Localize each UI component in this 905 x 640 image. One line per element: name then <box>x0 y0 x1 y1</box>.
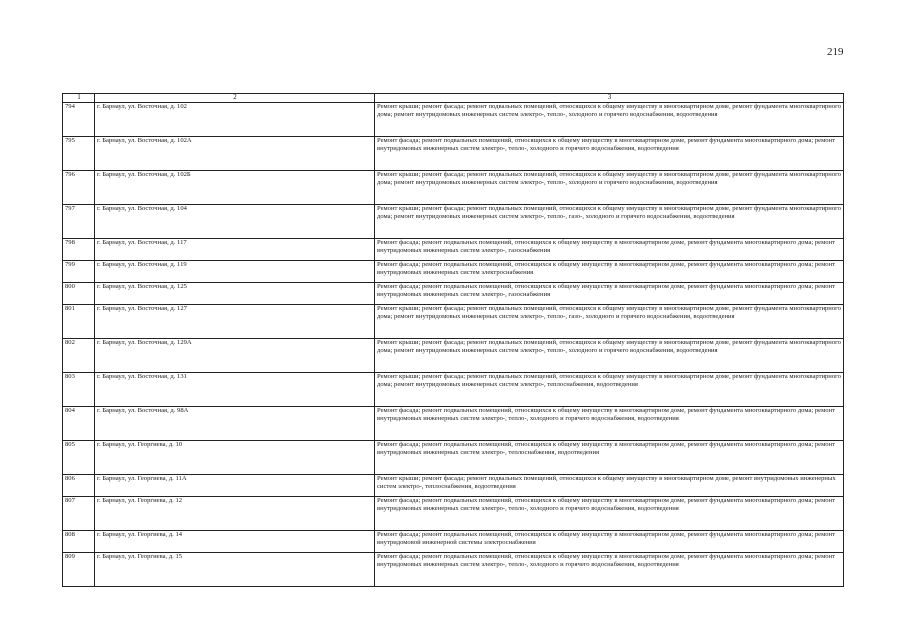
row-works: Ремонт крыши; ремонт фасада; ремонт подвальных помещений, относящихся к общему имуществу в многоквартирном доме, ремонт фундамента многоквартирного дома; ремонт внутридомовых инженерных систем электро-, тепло-, холодного и горячего водоснабжения, водоотведения <box>375 171 844 205</box>
row-works: Ремонт фасада; ремонт подвальных помещений, относящихся к общему имуществу в многоквартирном доме, ремонт фундамента многоквартирного дома; ремонт внутридомовых инженерных систем электро-, тепло-, холодного и горячего водоснабжения, водоотведения <box>375 407 844 441</box>
row-address: г. Барнаул, ул. Георгиева, д. 14 <box>95 531 375 553</box>
row-number: 802 <box>63 339 95 373</box>
table-row <box>63 373 844 407</box>
row-number: 795 <box>63 137 95 171</box>
row-address: г. Барнаул, ул. Восточная, д. 102А <box>95 137 375 171</box>
table-row <box>63 305 844 339</box>
row-address: г. Барнаул, ул. Восточная, д. 125 <box>95 283 375 305</box>
row-number: 808 <box>63 531 95 553</box>
row-number: 803 <box>63 373 95 407</box>
column-header-1: 1 <box>63 94 95 103</box>
row-works: Ремонт фасада; ремонт подвальных помещений, относящихся к общему имуществу в многоквартирном доме, ремонт фундамента многоквартирного дома; ремонт внутридомовых инженерных систем электро-, теплоснабжения, водоотведения <box>375 441 844 475</box>
row-number: 800 <box>63 283 95 305</box>
row-number: 807 <box>63 497 95 531</box>
row-works: Ремонт крыши; ремонт фасада; ремонт подвальных помещений, относящихся к общему имуществу в многоквартирном доме, ремонт внутридомовых инженерных систем электро-, теплоснабжения, водоотведения <box>375 475 844 497</box>
table-row <box>63 531 844 553</box>
row-number: 804 <box>63 407 95 441</box>
table-row <box>63 407 844 441</box>
row-works: Ремонт крыши; ремонт фасада; ремонт подвальных помещений, относящихся к общему имуществу в многоквартирном доме, ремонт фундамента многоквартирного дома; ремонт внутридомовых инженерных систем электро-, тепло-, холодного и горячего водоснабжения, водоотведения <box>375 103 844 137</box>
row-number: 801 <box>63 305 95 339</box>
table-row <box>63 339 844 373</box>
row-address: г. Барнаул, ул. Восточная, д. 129А <box>95 339 375 373</box>
column-header-row <box>63 94 844 103</box>
repair-registry-table <box>62 93 844 587</box>
row-works: Ремонт крыши; ремонт фасада; ремонт подвальных помещений, относящихся к общему имуществу в многоквартирном доме, ремонт фундамента многоквартирного дома; ремонт внутридомовых инженерных систем электро-, тепло-, газо-, холодного и горячего водоснабжения, водоотведения <box>375 205 844 239</box>
row-number: 805 <box>63 441 95 475</box>
row-address: г. Барнаул, ул. Восточная, д. 131 <box>95 373 375 407</box>
row-address: г. Барнаул, ул. Георгиева, д. 15 <box>95 553 375 587</box>
row-number: 799 <box>63 261 95 283</box>
row-address: г. Барнаул, ул. Восточная, д. 127 <box>95 305 375 339</box>
table-row <box>63 475 844 497</box>
row-number: 794 <box>63 103 95 137</box>
row-number: 798 <box>63 239 95 261</box>
column-header-3: 3 <box>375 94 844 103</box>
row-number: 797 <box>63 205 95 239</box>
table-row <box>63 239 844 261</box>
table-row <box>63 137 844 171</box>
row-address: г. Барнаул, ул. Георгиева, д. 10 <box>95 441 375 475</box>
row-works: Ремонт крыши; ремонт фасада; ремонт подвальных помещений, относящихся к общему имуществу в многоквартирном доме, ремонт фундамента многоквартирного дома; ремонт внутридомовых инженерных систем электро-, тепло-, газо-, холодного и горячего водоснабжения, водоотведения <box>375 305 844 339</box>
row-number: 796 <box>63 171 95 205</box>
table-row <box>63 497 844 531</box>
row-number: 806 <box>63 475 95 497</box>
table-row <box>63 171 844 205</box>
row-works: Ремонт крыши; ремонт фасада; ремонт подвальных помещений, относящихся к общему имуществу в многоквартирном доме, ремонт фундамента многоквартирного дома; ремонт внутридомовых инженерных систем электро-, теплоснабжения, водоотведения <box>375 373 844 407</box>
row-works: Ремонт фасада; ремонт подвальных помещений, относящихся к общему имуществу в многоквартирном доме, ремонт фундамента многоквартирного дома; ремонт внутридомовой инженерной системы электроснабжения <box>375 531 844 553</box>
page-number: 219 <box>827 46 844 58</box>
table-row <box>63 261 844 283</box>
row-address: г. Барнаул, ул. Восточная, д. 119 <box>95 261 375 283</box>
row-address: г. Барнаул, ул. Георгиева, д. 12 <box>95 497 375 531</box>
column-header-2: 2 <box>95 94 375 103</box>
row-works: Ремонт фасада; ремонт подвальных помещений, относящихся к общему имуществу в многоквартирном доме, ремонт фундамента многоквартирного дома; ремонт внутридомовых инженерных систем электро-, тепло-, холодного и горячего водоснабжения, водоотведения <box>375 137 844 171</box>
row-address: г. Барнаул, ул. Восточная, д. 104 <box>95 205 375 239</box>
row-address: г. Барнаул, ул. Восточная, д. 102 <box>95 103 375 137</box>
row-number: 809 <box>63 553 95 587</box>
row-works: Ремонт фасада; ремонт подвальных помещений, относящихся к общему имуществу в многоквартирном доме, ремонт фундамента многоквартирного дома; ремонт внутридомовых инженерных систем электро-, газоснабжения <box>375 283 844 305</box>
row-works: Ремонт фасада; ремонт подвальных помещений, относящихся к общему имуществу в многоквартирном доме, ремонт фундамента многоквартирного дома; ремонт внутридомовых инженерных систем электро-, газоснабжения <box>375 239 844 261</box>
row-works: Ремонт крыши; ремонт фасада; ремонт подвальных помещений, относящихся к общему имуществу в многоквартирном доме, ремонт фундамента многоквартирного дома; ремонт внутридомовых инженерных систем электро-, тепло-, холодного и горячего водоснабжения, водоотведения <box>375 339 844 373</box>
row-works: Ремонт фасада; ремонт подвальных помещений, относящихся к общему имуществу в многоквартирном доме, ремонт фундамента многоквартирного дома; ремонт внутридомовых инженерных систем электро-, тепло-, холодного и горячего водоснабжения, водоотведения <box>375 497 844 531</box>
table-row <box>63 103 844 137</box>
row-address: г. Барнаул, ул. Восточная, д. 102Б <box>95 171 375 205</box>
table-row <box>63 441 844 475</box>
row-address: г. Барнаул, ул. Восточная, д. 98А <box>95 407 375 441</box>
table-row <box>63 283 844 305</box>
row-works: Ремонт фасада; ремонт подвальных помещений, относящихся к общему имуществу в многоквартирном доме, ремонт фундамента многоквартирного дома; ремонт внутридомовых инженерных систем электроснабжения <box>375 261 844 283</box>
row-address: г. Барнаул, ул. Георгиева, д. 11А <box>95 475 375 497</box>
row-address: г. Барнаул, ул. Восточная, д. 117 <box>95 239 375 261</box>
row-works: Ремонт фасада; ремонт подвальных помещений, относящихся к общему имуществу в многоквартирном доме, ремонт фундамента многоквартирного дома; ремонт внутридомовых инженерных систем электро-, тепло-, холодного и горячего водоснабжения, водоотведения <box>375 553 844 587</box>
table-row <box>63 205 844 239</box>
table-row <box>63 553 844 587</box>
